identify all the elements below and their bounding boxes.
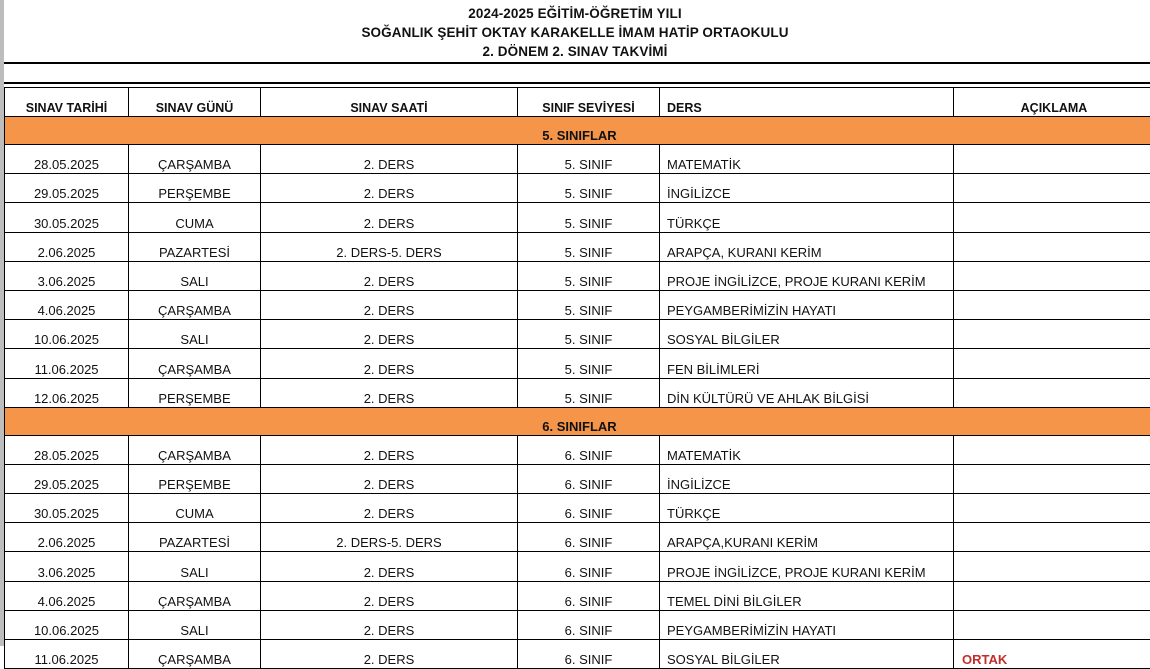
level-cell: 5. SINIF (518, 145, 660, 174)
table-row (5, 203, 1150, 232)
date-cell: 29.05.2025 (5, 464, 129, 493)
table-row (5, 145, 1150, 174)
note-cell: ORTAK (954, 640, 1150, 669)
time-cell: 2. DERS (261, 640, 518, 669)
note-cell (954, 145, 1150, 174)
day-cell: PAZARTESİ (129, 523, 261, 552)
ders-cell: TÜRKÇE (660, 203, 954, 232)
time-cell: 2. DERS (261, 378, 518, 407)
day-cell: CUMA (129, 494, 261, 523)
time-cell: 2. DERS (261, 610, 518, 639)
level-cell: 6. SINIF (518, 552, 660, 581)
section-title: 6. SINIFLAR (5, 407, 1150, 435)
table-row (5, 494, 1150, 523)
ders-cell: İNGİLİZCE (660, 174, 954, 203)
note-cell (954, 610, 1150, 639)
note-cell (954, 523, 1150, 552)
level-cell: 5. SINIF (518, 378, 660, 407)
table-row (5, 261, 1150, 290)
day-cell: ÇARŞAMBA (129, 435, 261, 464)
day-cell: SALI (129, 552, 261, 581)
date-cell: 4.06.2025 (5, 581, 129, 610)
note-cell (954, 174, 1150, 203)
table-row (5, 435, 1150, 464)
day-cell: ÇARŞAMBA (129, 290, 261, 319)
section-title: 5. SINIFLAR (5, 117, 1150, 145)
day-cell: SALI (129, 320, 261, 349)
time-cell: 2. DERS (261, 581, 518, 610)
day-cell: PAZARTESİ (129, 232, 261, 261)
date-cell: 30.05.2025 (5, 494, 129, 523)
note-cell (954, 494, 1150, 523)
ders-cell: İNGİLİZCE (660, 464, 954, 493)
date-cell: 3.06.2025 (5, 552, 129, 581)
note-cell (954, 378, 1150, 407)
date-cell: 30.05.2025 (5, 203, 129, 232)
time-cell: 2. DERS (261, 261, 518, 290)
day-cell: PERŞEMBE (129, 464, 261, 493)
time-cell: 2. DERS (261, 464, 518, 493)
ders-cell: TEMEL DİNİ BİLGİLER (660, 581, 954, 610)
ders-cell: PROJE İNGİLİZCE, PROJE KURANI KERİM (660, 261, 954, 290)
date-cell: 29.05.2025 (5, 174, 129, 203)
day-cell: ÇARŞAMBA (129, 145, 261, 174)
ders-cell: MATEMATİK (660, 435, 954, 464)
top-rule (4, 62, 1150, 64)
time-cell: 2. DERS (261, 552, 518, 581)
section-header-row (5, 407, 1150, 435)
level-cell: 5. SINIF (518, 261, 660, 290)
time-cell: 2. DERS (261, 494, 518, 523)
time-cell: 2. DERS (261, 145, 518, 174)
table-row (5, 174, 1150, 203)
document-header (0, 0, 1150, 61)
second-rule (4, 82, 1150, 84)
level-cell: 5. SINIF (518, 232, 660, 261)
table-row (5, 552, 1150, 581)
date-cell: 28.05.2025 (5, 435, 129, 464)
time-cell: 2. DERS-5. DERS (261, 232, 518, 261)
time-cell: 2. DERS (261, 203, 518, 232)
note-cell (954, 232, 1150, 261)
level-cell: 5. SINIF (518, 349, 660, 378)
table-row (5, 581, 1150, 610)
table-row (5, 320, 1150, 349)
time-cell: 2. DERS (261, 290, 518, 319)
level-cell: 6. SINIF (518, 435, 660, 464)
level-cell: 6. SINIF (518, 523, 660, 552)
ders-cell: PEYGAMBERİMİZİN HAYATI (660, 610, 954, 639)
school-name-title: SOĞANLIK ŞEHİT OKTAY KARAKELLE İMAM HATİP ORTAOKULU (0, 23, 1150, 42)
time-cell: 2. DERS-5. DERS (261, 523, 518, 552)
col-header-time: SINAV SAATİ (261, 88, 518, 117)
level-cell: 6. SINIF (518, 494, 660, 523)
table-row (5, 290, 1150, 319)
date-cell: 3.06.2025 (5, 261, 129, 290)
day-cell: PERŞEMBE (129, 378, 261, 407)
col-header-ders: DERS (660, 88, 954, 117)
day-cell: PERŞEMBE (129, 174, 261, 203)
date-cell: 4.06.2025 (5, 290, 129, 319)
note-cell (954, 552, 1150, 581)
ders-cell: ARAPÇA,KURANI KERİM (660, 523, 954, 552)
school-year-title: 2024-2025 EĞİTİM-ÖĞRETİM YILI (0, 4, 1150, 23)
table-row (5, 523, 1150, 552)
note-cell (954, 349, 1150, 378)
day-cell: ÇARŞAMBA (129, 640, 261, 669)
date-cell: 11.06.2025 (5, 640, 129, 669)
note-cell (954, 320, 1150, 349)
note-cell (954, 581, 1150, 610)
col-header-day: SINAV GÜNÜ (129, 88, 261, 117)
table-row (5, 378, 1150, 407)
level-cell: 6. SINIF (518, 581, 660, 610)
date-cell: 10.06.2025 (5, 610, 129, 639)
table-row (5, 349, 1150, 378)
day-cell: SALI (129, 610, 261, 639)
section-header-row (5, 117, 1150, 145)
day-cell: SALI (129, 261, 261, 290)
level-cell: 5. SINIF (518, 290, 660, 319)
col-header-date: SINAV TARİHİ (5, 88, 129, 117)
ders-cell: TÜRKÇE (660, 494, 954, 523)
col-header-note: AÇIKLAMA (954, 88, 1150, 117)
date-cell: 2.06.2025 (5, 232, 129, 261)
table-row (5, 232, 1150, 261)
exam-schedule-table (4, 87, 1150, 669)
note-cell (954, 290, 1150, 319)
level-cell: 5. SINIF (518, 203, 660, 232)
date-cell: 2.06.2025 (5, 523, 129, 552)
ders-cell: PROJE İNGİLİZCE, PROJE KURANI KERİM (660, 552, 954, 581)
time-cell: 2. DERS (261, 349, 518, 378)
time-cell: 2. DERS (261, 320, 518, 349)
date-cell: 28.05.2025 (5, 145, 129, 174)
date-cell: 11.06.2025 (5, 349, 129, 378)
level-cell: 6. SINIF (518, 640, 660, 669)
ders-cell: SOSYAL BİLGİLER (660, 640, 954, 669)
ders-cell: DİN KÜLTÜRÜ VE AHLAK BİLGİSİ (660, 378, 954, 407)
note-cell (954, 203, 1150, 232)
time-cell: 2. DERS (261, 174, 518, 203)
table-row (5, 640, 1150, 669)
ders-cell: ARAPÇA, KURANI KERİM (660, 232, 954, 261)
table-body (5, 117, 1150, 669)
table-row (5, 464, 1150, 493)
ders-cell: MATEMATİK (660, 145, 954, 174)
ders-cell: PEYGAMBERİMİZİN HAYATI (660, 290, 954, 319)
exam-calendar-title: 2. DÖNEM 2. SINAV TAKVİMİ (0, 42, 1150, 61)
table-header-row (5, 88, 1150, 117)
day-cell: CUMA (129, 203, 261, 232)
note-cell (954, 435, 1150, 464)
time-cell: 2. DERS (261, 435, 518, 464)
table-row (5, 610, 1150, 639)
day-cell: ÇARŞAMBA (129, 581, 261, 610)
ders-cell: SOSYAL BİLGİLER (660, 320, 954, 349)
level-cell: 5. SINIF (518, 174, 660, 203)
day-cell: ÇARŞAMBA (129, 349, 261, 378)
col-header-level: SINIF SEVİYESİ (518, 88, 660, 117)
note-cell (954, 261, 1150, 290)
level-cell: 6. SINIF (518, 610, 660, 639)
level-cell: 6. SINIF (518, 464, 660, 493)
note-cell (954, 464, 1150, 493)
level-cell: 5. SINIF (518, 320, 660, 349)
date-cell: 10.06.2025 (5, 320, 129, 349)
date-cell: 12.06.2025 (5, 378, 129, 407)
ders-cell: FEN BİLİMLERİ (660, 349, 954, 378)
